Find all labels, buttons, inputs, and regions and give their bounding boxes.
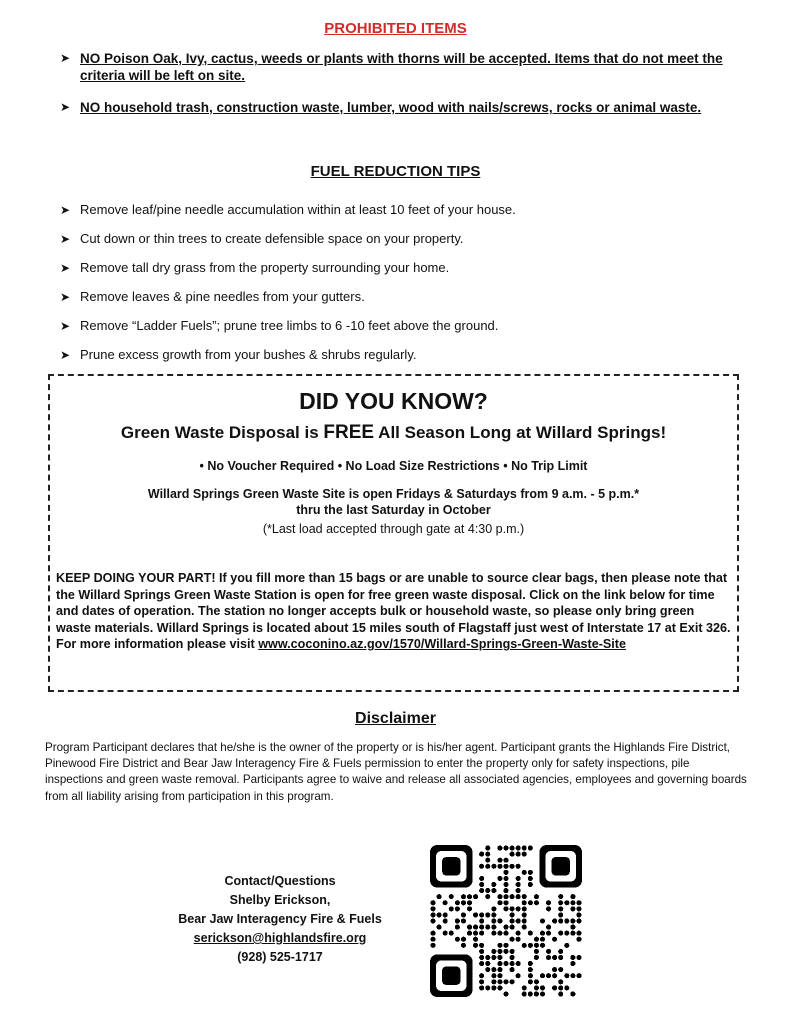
contact-email-link[interactable]: serickson@highlandsfire.org: [193, 931, 367, 945]
contact-heading: Contact/Questions: [224, 874, 336, 888]
contact-block: [110, 872, 450, 967]
disclaimer-title: Disclaimer: [355, 710, 436, 727]
requirements-line: • No Voucher Required • No Load Size Restrictions • No Trip Limit: [199, 459, 588, 473]
arrowhead-icon: ➤: [60, 203, 71, 217]
did-you-know-title: DID YOU KNOW?: [299, 388, 488, 414]
arrowhead-icon: ➤: [60, 232, 71, 246]
prohibited-items-list: [60, 50, 750, 131]
opening-hours: Willard Springs Green Waste Site is open Fridays & Saturdays from 9 a.m. - 5 p.m.* thru the last Saturday in October: [147, 487, 640, 517]
list-item: ➤ Remove leaf/pine needle accumulation within at least 10 feet of your house.: [60, 202, 516, 217]
list-item: ➤ NO household trash, construction waste, lumber, wood with nails/screws, rocks or animal waste.: [60, 100, 702, 115]
contact-phone: (928) 525-1717: [237, 950, 323, 964]
prohibited-items-title: PROHIBITED ITEMS: [324, 20, 467, 37]
last-load-note: (*Last load accepted through gate at 4:30 p.m.): [262, 522, 525, 536]
list-item: ➤ NO Poison Oak, Ivy, cactus, weeds or plants with thorns will be accepted. Items that do not meet the criteria will be left on site.: [60, 51, 723, 83]
list-item: ➤ Cut down or thin trees to create defensible space on your property.: [60, 231, 464, 246]
arrowhead-icon: ➤: [60, 100, 71, 114]
arrowhead-icon: ➤: [60, 348, 71, 362]
arrowhead-icon: ➤: [60, 290, 71, 304]
contact-org: Bear Jaw Interagency Fire & Fuels: [178, 912, 382, 926]
list-item: ➤ Remove leaves & pine needles from your gutters.: [60, 289, 365, 304]
contact-name: Shelby Erickson,: [229, 893, 331, 907]
arrowhead-icon: ➤: [60, 319, 71, 333]
list-item: ➤ Prune excess growth from your bushes & shrubs regularly.: [60, 347, 417, 362]
list-item: ➤ Remove “Ladder Fuels”; prune tree limbs to 6 -10 feet above the ground.: [60, 318, 499, 333]
did-you-know-box: [48, 374, 739, 692]
qr-code-icon[interactable]: [430, 845, 582, 997]
keep-doing-your-part-paragraph: KEEP DOING YOUR PART! If you fill more than 15 bags or are unable to source clear bags, then please note that the Willard Springs Green Waste Station is open for free green waste disposal. Click on the link below for time and dates of operation. The station no longer accepts bulk or household waste, so please only bring green waste materials. Willard Springs is located about 15 miles south of Flagstaff just west of Interstate 17 at Exit 326. For more information please visit www.coconino.az.gov/1570/Willard-Springs-Green-Waste-Site: [56, 571, 731, 651]
fuel-reduction-tips-list: [60, 202, 750, 376]
list-item: ➤ Remove tall dry grass from the property surrounding your home.: [60, 260, 450, 275]
arrowhead-icon: ➤: [60, 51, 71, 65]
willard-springs-link[interactable]: www.coconino.az.gov/1570/Willard-Springs-Green-Waste-Site: [258, 637, 626, 651]
disclaimer-text: Program Participant declares that he/she is the owner of the property or is his/her agent. Participant grants the Highlands Fire District, Pinewood Fire District and Bear Jaw Interagency Fire & Fuels permission to enter the property only for safety inspections, pile inspections and green waste removal. Participants agree to waive and release all associated agencies, employees and governing boards from all liability arising from participation in this program.: [45, 741, 747, 803]
fuel-reduction-tips-title: FUEL REDUCTION TIPS: [310, 163, 481, 180]
arrowhead-icon: ➤: [60, 261, 71, 275]
green-waste-subtitle: Green Waste Disposal is FREE All Season Long at Willard Springs!: [120, 422, 667, 443]
